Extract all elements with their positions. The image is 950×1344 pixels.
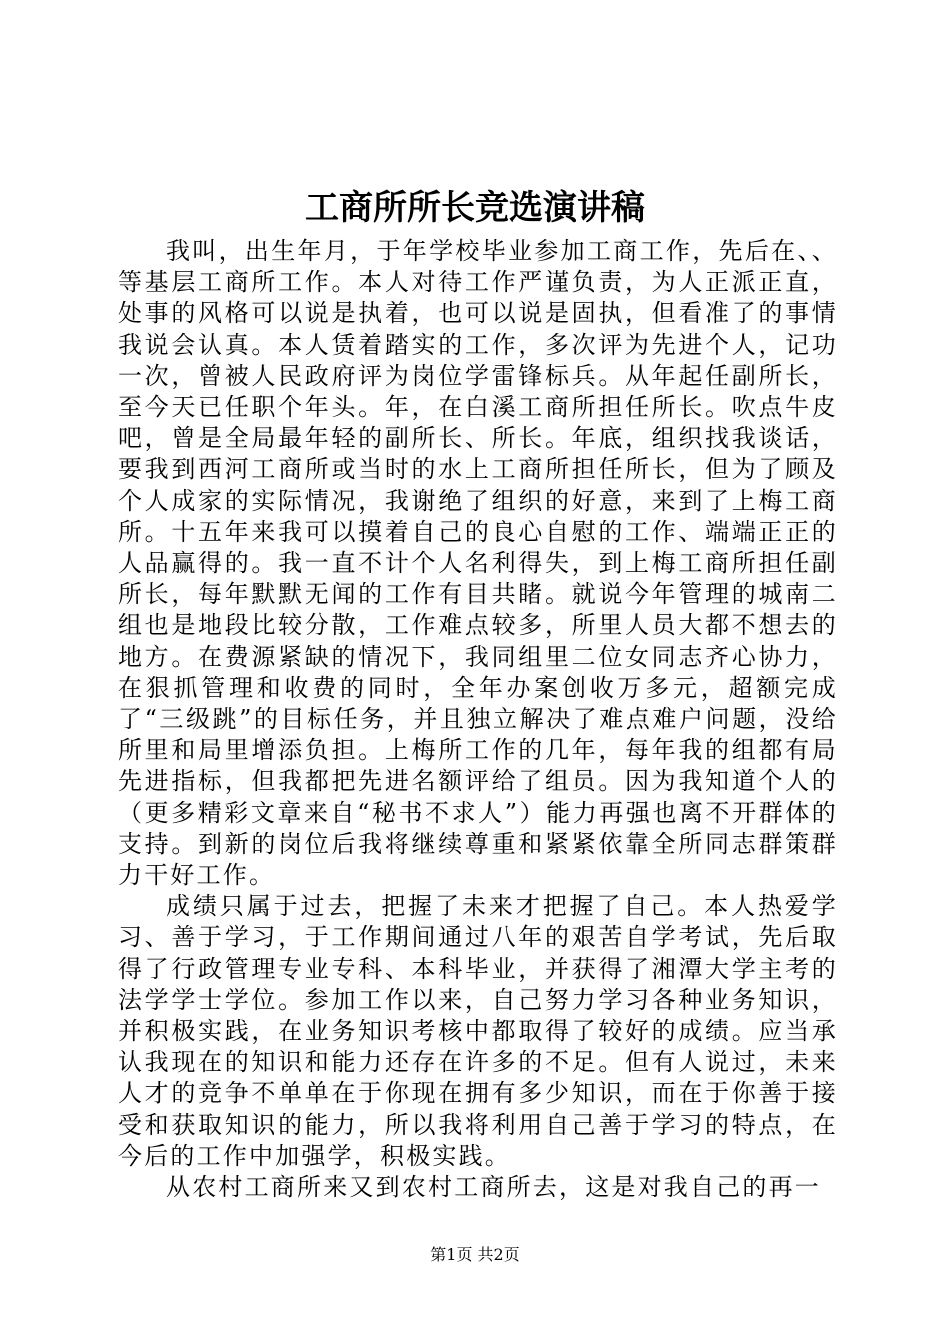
page-number-footer: 第1页 共2页 — [430, 1245, 520, 1264]
paragraph-3: 从农村工商所来又到农村工商所去，这是对我自己的再一 — [166, 1173, 821, 1202]
paragraph-2: 成绩只属于过去，把握了未来才把握了自己。本人热爱学习、善于学习，于工作期间通过八年的艰苦自学考试，先后取得了行政管理专业专科、本科毕业，并获得了湘潭大学主考的法学学士学位。参加工作以来，自己努力学习各种业务知识，并积极实践，在业务知识考核中都取得了较好的成绩。应当承认我现在的知识和能力还存在许多的不足。但有人说过，未来人才的竞争不单单在于你现在拥有多少知识，而在于你善于接受和获取知识的能力，所以我将利用自己善于学习的特点，在今后的工作中加强学，积极实践。 — [118, 892, 838, 1170]
document-title: 工商所所长竞选演讲稿 — [305, 188, 645, 228]
document-body — [118, 236, 838, 1203]
paragraph-1: 我叫，出生年月，于年学校毕业参加工商工作，先后在、、等基层工商所工作。本人对待工作严谨负责，为人正派正直，处事的风格可以说是执着，也可以说是固执，但看准了的事情我说会认真。本人赁着踏实的工作，多次评为先进个人，记功一次，曾被人民政府评为岗位学雷锋标兵。从年起任副所长，至今天已任职个年头。年，在白溪工商所担任所长。吹点牛皮吧，曾是全局最年轻的副所长、所长。年底，组织找我谈话，要我到西河工商所或当时的水上工商所担任所长，但为了顾及个人成家的实际情况，我谢绝了组织的好意，来到了上梅工商所。十五年来我可以摸着自己的良心自慰的工作、端端正正的人品赢得的。我一直不计个人名利得失，到上梅工商所担任副所长，每年默默无闻的工作有目共睹。就说今年管理的城南二组也是地段比较分散，工作难点较多，所里人员大都不想去的地方。在费源紧缺的情况下，我同组里二位女同志齐心协力，在狠抓管理和收费的同时，全年办案创收万多元，超额完成了“三级跳”的目标任务，并且独立解决了难点难户问题，没给所里和局里增添负担。上梅所工作的几年，每年我的组都有局先进指标，但我都把先进名额评给了组员。因为我知道个人的（更多精彩文章来自“秘书不求人”）能力再强也离不开群体的支持。到新的岗位后我将继续尊重和紧紧依靠全所同志群策群力干好工作。 — [118, 237, 838, 890]
